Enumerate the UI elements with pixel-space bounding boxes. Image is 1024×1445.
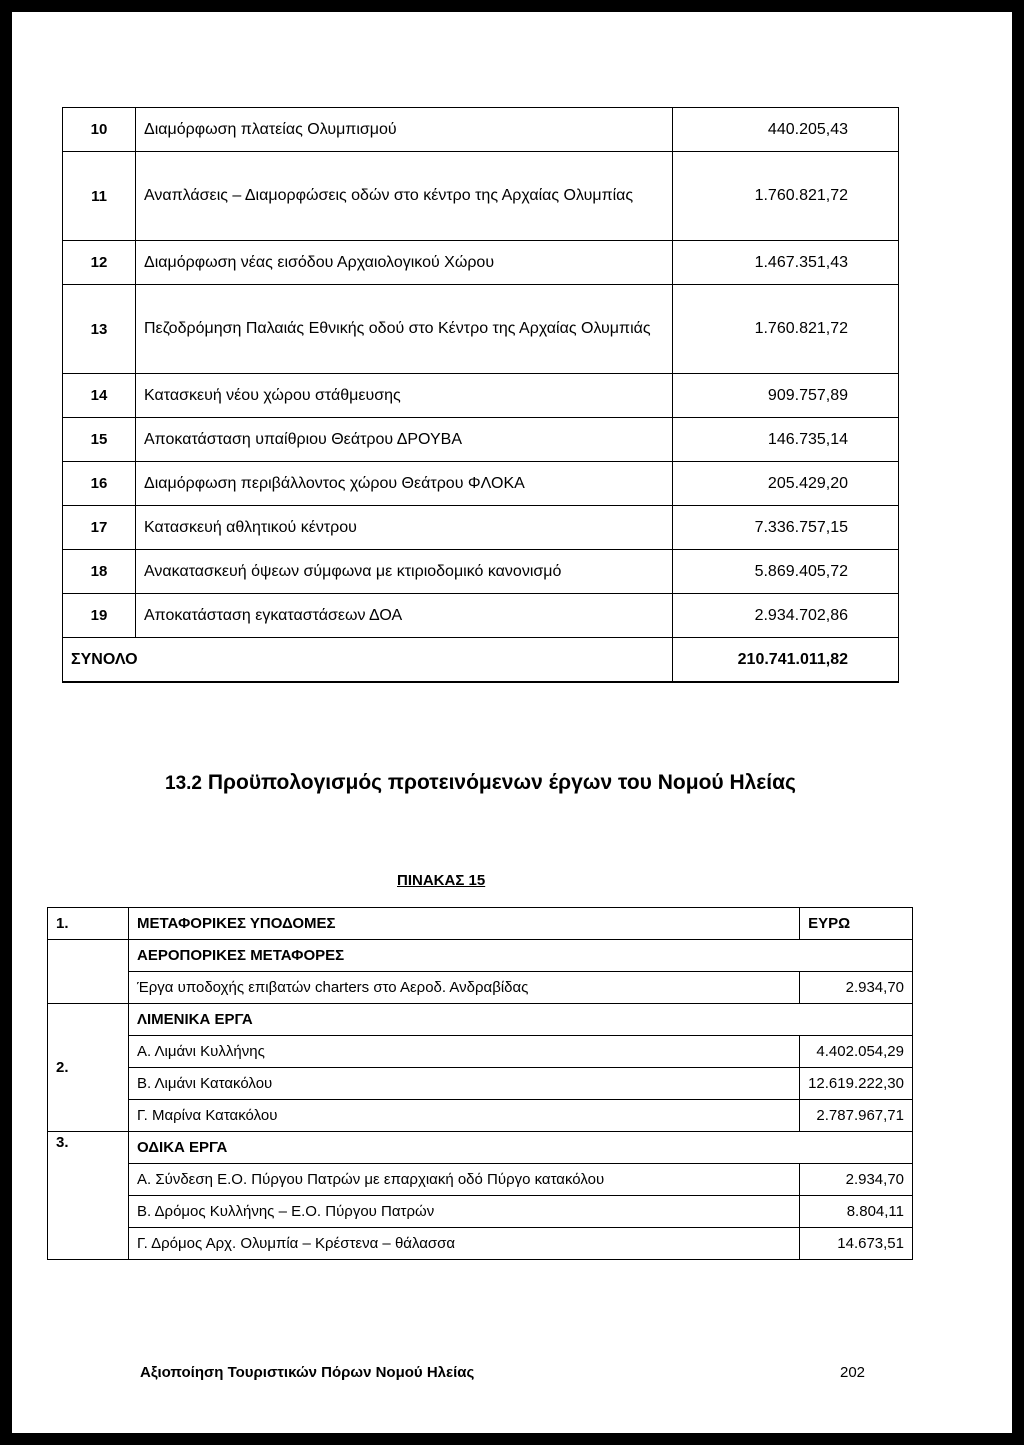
- row-number: 14: [63, 374, 136, 418]
- table-row: [48, 1036, 913, 1068]
- table-row: [63, 285, 899, 374]
- item-value: 8.804,11: [800, 1196, 913, 1228]
- table-row: [48, 1068, 913, 1100]
- row-description: Διαμόρφωση νέας εισόδου Αρχαιολογικού Χώρου: [136, 241, 673, 285]
- row-description: Κατασκευή νέου χώρου στάθμευσης: [136, 374, 673, 418]
- row-description: Αναπλάσεις – Διαμορφώσεις οδών στο κέντρο της Αρχαίας Ολυμπίας: [136, 152, 673, 241]
- item-value: 12.619.222,30: [800, 1068, 913, 1100]
- row-amount: 7.336.757,15: [673, 506, 899, 550]
- table-row: [48, 972, 913, 1004]
- table-row: [48, 940, 913, 972]
- row-number: 15: [63, 418, 136, 462]
- total-label: ΣΥΝΟΛΟ: [63, 638, 673, 683]
- row-number: 17: [63, 506, 136, 550]
- document-page: [12, 12, 1012, 1433]
- row-number: 10: [63, 108, 136, 152]
- table-row: [63, 462, 899, 506]
- row-number: 11: [63, 152, 136, 241]
- row-amount: 909.757,89: [673, 374, 899, 418]
- table-row: [63, 108, 899, 152]
- category-index: 1.: [48, 908, 129, 940]
- row-description: Αποκατάσταση εγκαταστάσεων ΔΟΑ: [136, 594, 673, 638]
- subcategory-label: ΛΙΜΕΝΙΚΑ ΕΡΓΑ: [129, 1004, 913, 1036]
- table-row: [48, 1228, 913, 1260]
- footer-text: Αξιοποίηση Τουριστικών Πόρων Νομού Ηλείας: [140, 1364, 475, 1381]
- item-label: Α. Σύνδεση Ε.Ο. Πύργου Πατρών με επαρχιακή οδό Πύργο κατακόλου: [129, 1164, 800, 1196]
- item-label: Α. Λιμάνι Κυλλήνης: [129, 1036, 800, 1068]
- item-label: Γ. Δρόμος Αρχ. Ολυμπία – Κρέστενα – θάλασσα: [129, 1228, 800, 1260]
- table-row: [48, 1196, 913, 1228]
- row-amount: 146.735,14: [673, 418, 899, 462]
- item-label: Β. Λιμάνι Κατακόλου: [129, 1068, 800, 1100]
- row-number: 19: [63, 594, 136, 638]
- row-amount: 5.869.405,72: [673, 550, 899, 594]
- category-label: ΜΕΤΑΦΟΡΙΚΕΣ ΥΠΟΔΟΜΕΣ: [129, 908, 800, 940]
- page-number: 202: [840, 1364, 866, 1381]
- table-row: [63, 550, 899, 594]
- table-row: [63, 506, 899, 550]
- section-heading: [165, 754, 865, 813]
- currency-header: ΕΥΡΩ: [800, 908, 913, 940]
- row-number: 18: [63, 550, 136, 594]
- transport-infrastructure-table: [47, 907, 913, 1260]
- item-label: Γ. Μαρίνα Κατακόλου: [129, 1100, 800, 1132]
- table-row: [48, 1004, 913, 1036]
- row-description: Διαμόρφωση πλατείας Ολυμπισμού: [136, 108, 673, 152]
- total-row: [63, 638, 899, 683]
- row-number: 12: [63, 241, 136, 285]
- section-title: Προϋπολογισμός προτεινόμενων έργων του Νομού Ηλείας: [207, 771, 796, 794]
- row-amount: 1.467.351,43: [673, 241, 899, 285]
- subcategory-label: ΟΔΙΚΑ ΕΡΓΑ: [129, 1132, 913, 1164]
- item-value: 4.402.054,29: [800, 1036, 913, 1068]
- total-amount: 210.741.011,82: [673, 638, 899, 683]
- table-row: [48, 1100, 913, 1132]
- row-amount: 205.429,20: [673, 462, 899, 506]
- table-row: [63, 374, 899, 418]
- item-value: 2.934,70: [800, 972, 913, 1004]
- row-amount: 2.934.702,86: [673, 594, 899, 638]
- row-description: Κατασκευή αθλητικού κέντρου: [136, 506, 673, 550]
- item-label: Έργα υποδοχής επιβατών charters στο Αεροδ. Ανδραβίδας: [129, 972, 800, 1004]
- projects-cost-table: [62, 107, 899, 683]
- item-value: 14.673,51: [800, 1228, 913, 1260]
- table-row: [48, 1132, 913, 1164]
- row-description: Διαμόρφωση περιβάλλοντος χώρου Θεάτρου ΦΛΟΚΑ: [136, 462, 673, 506]
- table-row: [48, 1164, 913, 1196]
- category-index: 3.: [48, 1132, 129, 1260]
- row-number: 13: [63, 285, 136, 374]
- row-description: Πεζοδρόμηση Παλαιάς Εθνικής οδού στο Κέντρο της Αρχαίας Ολυμπιάς: [136, 285, 673, 374]
- subcategory-label: ΑΕΡΟΠΟΡΙΚΕΣ ΜΕΤΑΦΟΡΕΣ: [129, 940, 913, 972]
- item-value: 2.787.967,71: [800, 1100, 913, 1132]
- row-amount: 1.760.821,72: [673, 285, 899, 374]
- table-row: [63, 594, 899, 638]
- table-row: [48, 908, 913, 940]
- item-value: 2.934,70: [800, 1164, 913, 1196]
- row-description: Αποκατάσταση υπαίθριου Θεάτρου ΔΡΟΥΒΑ: [136, 418, 673, 462]
- table-row: [63, 152, 899, 241]
- item-label: Β. Δρόμος Κυλλήνης – Ε.Ο. Πύργου Πατρών: [129, 1196, 800, 1228]
- table-row: [63, 418, 899, 462]
- table-title: ΠΙΝΑΚΑΣ 15: [397, 872, 486, 889]
- row-amount: 1.760.821,72: [673, 152, 899, 241]
- row-description: Ανακατασκευή όψεων σύμφωνα με κτιριοδομικό κανονισμό: [136, 550, 673, 594]
- row-number: 16: [63, 462, 136, 506]
- row-amount: 440.205,43: [673, 108, 899, 152]
- category-index: 2.: [48, 1004, 129, 1132]
- section-number: 13.2: [165, 773, 202, 794]
- table-row: [63, 241, 899, 285]
